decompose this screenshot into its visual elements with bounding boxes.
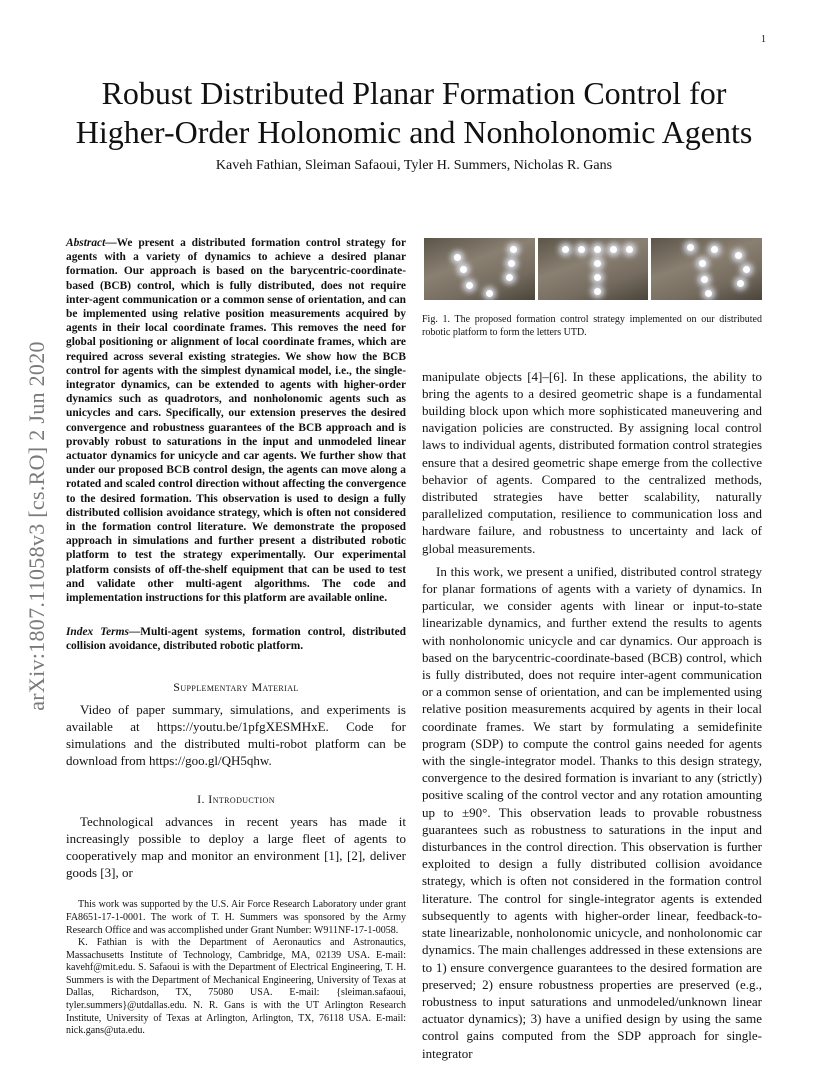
robot-light — [562, 246, 569, 253]
right-body — [422, 368, 762, 1062]
author-list: Kaveh Fathian, Sleiman Safaoui, Tyler H. Summers, Nicholas R. Gans — [215, 158, 613, 173]
footnote-funding: This work was supported by the U.S. Air Force Research Laboratory under grant FA8651-17-1-0001. The work of T. H. Summers was sponsored by the Army Research Office and was accomplished under Grant Number: W911NF-17-1-0058. — [66, 899, 406, 936]
introduction-text: Technological advances in recent years has made it increasingly possible to deploy a large fleet of agents to cooperatively map and monitor an environment [1], [2], deliver goods [3], or — [66, 813, 406, 881]
abstract-label: Abstract — [66, 237, 106, 249]
index-terms-text: —Multi-agent systems, formation control, distributed collision avoidance, distributed robotic platform. — [66, 626, 406, 653]
figure-1-caption: Fig. 1. The proposed formation control strategy implemented on our distributed robotic platform to form the letters UTD. — [422, 314, 762, 338]
robot-light — [466, 282, 473, 289]
arxiv-stamp — [22, 296, 52, 756]
robot-light — [743, 266, 750, 273]
arxiv-stamp-text: arXiv:1807.11058v3 [cs.RO] 2 Jun 2020 — [24, 341, 49, 711]
right-column — [422, 238, 762, 1062]
robot-light — [578, 246, 585, 253]
supplementary-text: Video of paper summary, simulations, and experiments is available at https://youtu.be/1pfgXESMHxE. Code for simulations and the distributed multi-robot platform can be download from https://goo.gl/QH5qhw. — [66, 701, 406, 769]
robot-light — [594, 246, 601, 253]
photo-letter-t — [538, 238, 649, 300]
robot-light — [506, 274, 513, 281]
robot-light — [460, 266, 467, 273]
title-line-2: Higher-Order Holonomic and Nonholonomic Agents — [75, 114, 753, 150]
robot-light — [594, 274, 601, 281]
abstract-text: —We present a distributed formation control strategy for agents with a variety of dynamics to achieve a desired planar formation. Our approach is based on the barycentric-coordinate-based (BCB) control, which is fully distributed, does not require inter-agent communication or a common sense of orientation, and can be implemented using relative position measurements acquired by agents in their local coordinate frames. This removes the need for global positioning or alignment of local coordinate frames, which are required across several existing strategies. We show how the BCB control for agents with the simplest dynamical model, i.e., the single-integrator dynamics, can be extended to agents with higher-order dynamics such as quadrotors, and nonholonomic agents such as unicycles and cars. Specifically, our extension preserves the desired convergence and robustness guarantees of the BCB approach and is provably robust to saturations in the input and unmodeled linear actuator dynamics for unicycle and car agents. We further show that under our proposed BCB control design, the agents can move along a rotated and scaled control direction without affecting the convergence to the desired formation. This observation is used to design a fully distributed collision avoidance strategy, which is often not considered in the formation control literature. We demonstrate the proposed approach in simulations and further present a distributed robotic platform to test the strategy experimentally. Our experimental platform consists of off-the-shelf equipment that can be used to test and validate other multi-agent algorithms. The code and implementation instructions for this platform are available online. — [66, 237, 406, 605]
left-column — [66, 236, 406, 1038]
photo-letter-u — [424, 238, 535, 300]
robot-light — [594, 288, 601, 295]
photo-letter-d — [651, 238, 762, 300]
supplementary-heading: Supplementary Material — [173, 679, 299, 694]
body-paragraph: manipulate objects [4]–[6]. In these applications, the ability to bring the agents to a desired geometric shape is a fundamental building block upon which more sophisticated maneuvering and navigation policies are constructed. By assigning local control laws to individual agents, distributed formation control strategies ensure that a desired geometric shape emerge from the collective behavior of agents. Compared to the centralized methods, distributed strategies have better scalability, naturally parallelized computation, resilience to communication loss and hardware failure, and robustness to uncertainty and lack of global measurements. — [422, 368, 762, 556]
footnote-affiliations: K. Fathian is with the Department of Aeronautics and Astronautics, Massachusetts Institute of Technology, Cambridge, MA, 02139 USA. E-mail: kavehf@mit.edu. S. Safaoui is with the Department of Electrical Engineering, T. H. Summers is with the Department of Mechanical Engineering, University of Texas at Dallas, Richardson, TX, 75080 USA. E-mail: {sleiman.safaoui, tyler.summers}@utdallas.edu. N. R. Gans is with the UT Arlington Research Institute, University of Texas at Arlington, Arlington, TX, 76118 USA. E-mail: nick.gans@uta.edu. — [66, 937, 406, 1037]
title-line-1: Robust Distributed Planar Formation Control for — [101, 75, 727, 111]
robot-light — [486, 290, 493, 297]
robot-light — [594, 260, 601, 267]
introduction-heading: I. Introduction — [197, 791, 275, 806]
page-number: 1 — [761, 34, 766, 45]
robot-light — [711, 246, 718, 253]
robot-light — [454, 254, 461, 261]
robot-light — [626, 246, 633, 253]
robot-light — [705, 290, 712, 297]
footnotes — [66, 899, 406, 1038]
index-terms — [66, 625, 406, 653]
robot-light — [610, 246, 617, 253]
robot-light — [508, 260, 515, 267]
robot-light — [699, 260, 706, 267]
robot-light — [687, 244, 694, 251]
abstract — [66, 236, 406, 605]
index-terms-label: Index Terms — [66, 626, 129, 639]
robot-light — [737, 280, 744, 287]
robot-light — [701, 276, 708, 283]
paper-title — [62, 74, 766, 152]
robot-light — [735, 252, 742, 259]
body-paragraph: In this work, we present a unified, distributed control strategy for planar formations of agents with a variety of dynamics. In particular, we consider agents with linear or input-to-state linearizable dynamics, and further extend the results to agents with nonholonomic unicycle and car dynamics. Our approach is based on the barycentric-coordinate-based (BCB) control, which is fully distributed, does not require inter-agent communication or a common sense of orientation, and can be implemented using relative position measurements acquired by agents in their local coordinate frames. We start by formulating a semidefinite program (SDP) to compute the control gains needed for agents with the single-integrator model. Thanks to this design strategy, convergence to the desired formation is invariant to any (strictly) positive scaling of the control vector and any rotation amounting up to ±90°. This observation leads to provable robustness guarantees such as robustness to saturations in the input and disturbances in the control direction. This observation is further exploited to design a fully distributed collision avoidance strategy, which is often not considered in the formation control literature. The control for single-integrator agents is extended subsequently to agents with higher-order linear, feedback-to-state linearizable, nonholonomic unicycle, and nonholonomic car dynamics. The main challenges addressed in these extensions are to 1) ensure convergence guarantees to the desired formation are preserved; 2) ensure robustness properties are preserved (e.g., robustness to input saturations and unmodeled/unknown linear actuator dynamics); 3) have a unified design by using the same control gains computed from the SDP approach for single-integrator — [422, 563, 762, 1061]
robot-light — [510, 246, 517, 253]
figure-1-photos — [424, 238, 762, 300]
